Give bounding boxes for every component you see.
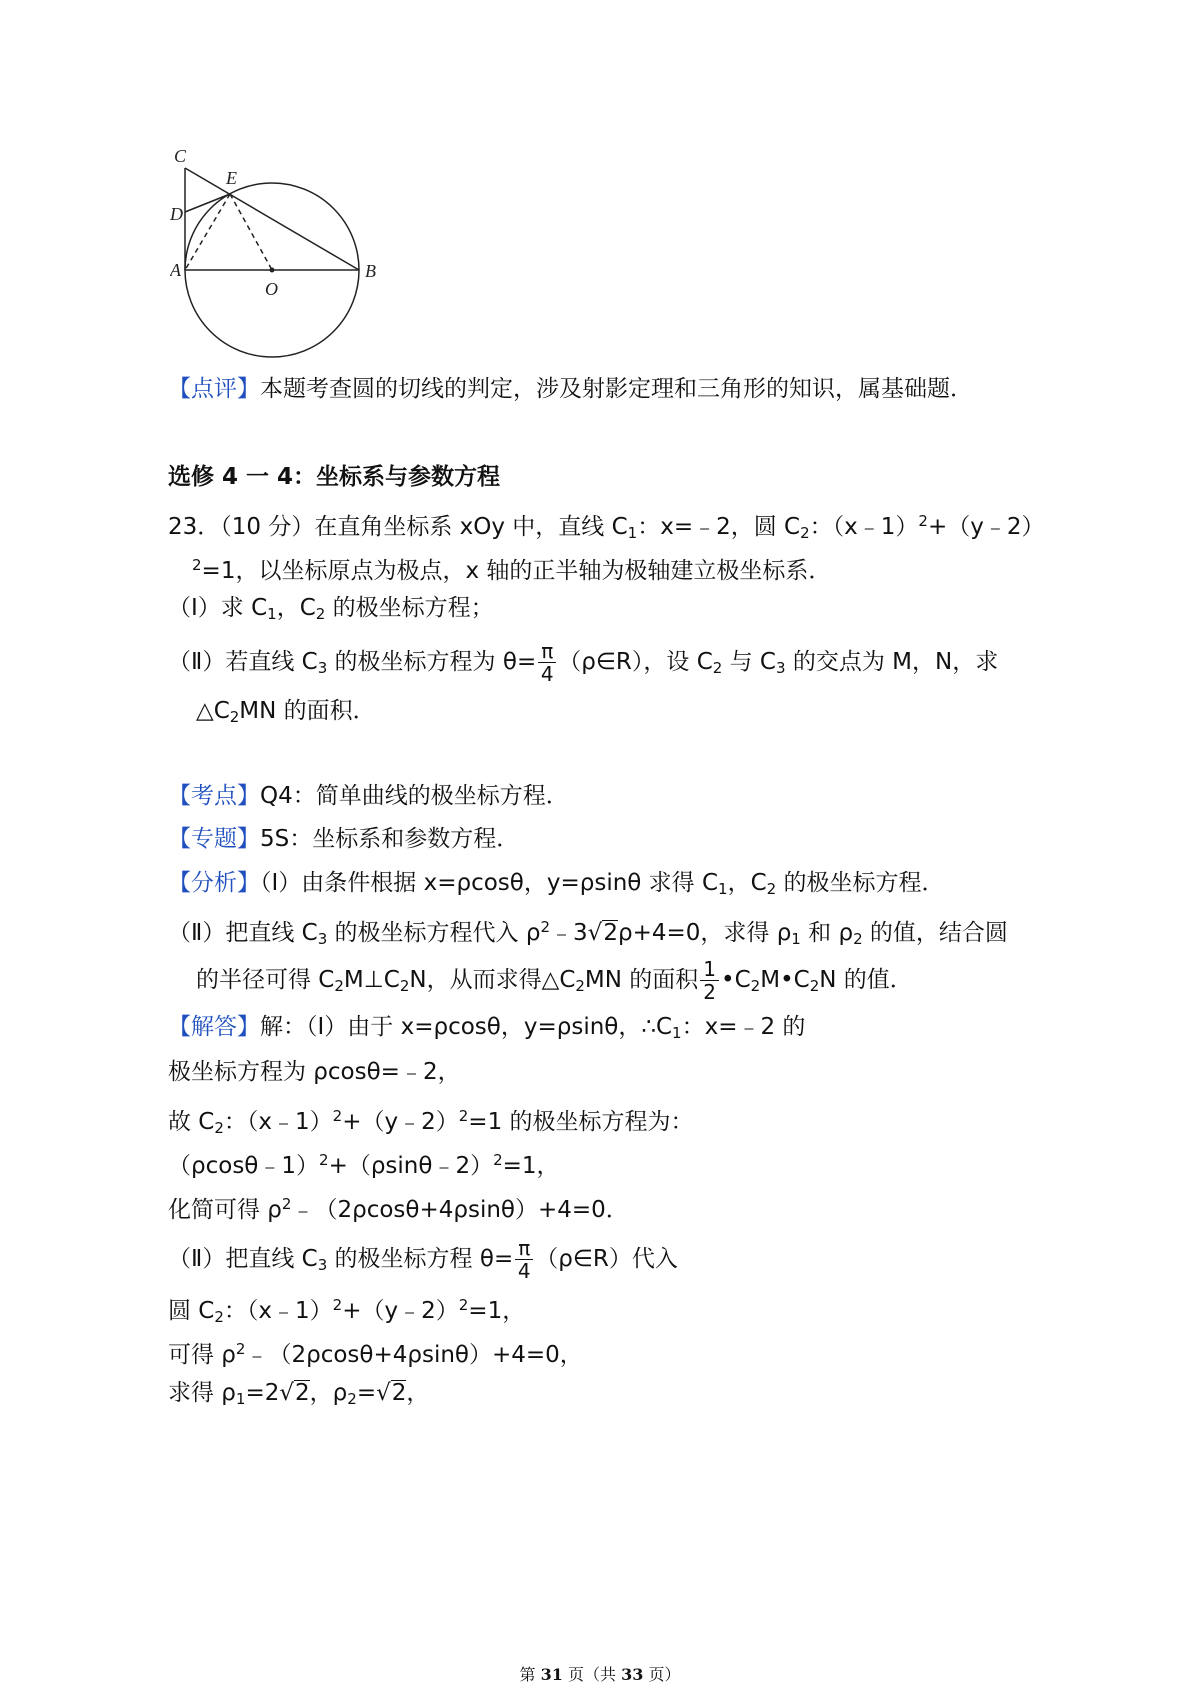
label-d: D xyxy=(170,204,183,224)
fenxi-text: 的极坐标方程代入 ρ xyxy=(327,920,541,946)
jieda-line-2: 极坐标方程为 ρcosθ=﹣2， xyxy=(168,1059,461,1085)
jieda-text: 化简可得 ρ xyxy=(168,1197,282,1223)
page-number: 31 xyxy=(540,1665,563,1684)
jieda-text: 故 C xyxy=(168,1109,215,1135)
fenxi-text: ρ+4=0，求得 ρ xyxy=(617,920,792,946)
fenxi-text: M⊥C xyxy=(343,967,400,993)
jieda-text: =2 xyxy=(245,1380,280,1406)
subscript: 2 xyxy=(800,524,810,542)
fraction-pi-over-4: $\frac{\pi}{4}$ xyxy=(515,1237,533,1282)
problem-line-1 xyxy=(168,506,1044,548)
review-line xyxy=(168,374,973,404)
subscript: 2 xyxy=(229,708,240,726)
jieda-text: ：x=﹣2 的 xyxy=(681,1014,806,1040)
jieda-text: ，ρ xyxy=(309,1380,348,1406)
subscript: 2 xyxy=(334,977,344,995)
problem-text: 的极坐标方程； xyxy=(325,595,494,621)
subscript: 2 xyxy=(809,977,820,995)
zhuanti-line xyxy=(168,824,519,854)
subscript: 2 xyxy=(214,1308,224,1326)
subscript: 1 xyxy=(627,524,638,542)
problem-text: 的极坐标方程为 θ= xyxy=(327,649,537,675)
jieda-line-6 xyxy=(168,1237,678,1282)
fenxi-line-1 xyxy=(168,868,945,904)
jieda-line-9 xyxy=(168,1378,429,1414)
jieda-line-1 xyxy=(168,1012,805,1048)
fenxi-tag: 【分析】 xyxy=(168,870,260,896)
subscript: 2 xyxy=(853,930,863,948)
superscript: 2 xyxy=(918,512,928,530)
review-text: 本题考查圆的切线的判定，涉及射影定理和三角形的知识，属基础题． xyxy=(260,376,973,402)
fenxi-text: N 的值． xyxy=(819,967,913,993)
jieda-text: ， xyxy=(406,1380,430,1406)
problem-text: +（y﹣2） xyxy=(927,514,1045,540)
fenxi-text: •C xyxy=(721,967,751,993)
fenxi-text: 和 ρ xyxy=(800,920,854,946)
kaodian-line xyxy=(168,781,569,811)
subscript: 3 xyxy=(317,659,328,677)
jieda-text: ﹣（2ρcosθ+4ρsinθ）+4=0． xyxy=(291,1197,629,1223)
subscript: 1 xyxy=(267,605,277,623)
jieda-text: 可得 ρ xyxy=(168,1342,236,1368)
superscript: 2 xyxy=(192,556,202,574)
subscript: 2 xyxy=(712,659,723,677)
fenxi-text: （Ⅰ）由条件根据 x=ρcosθ，y=ρsinθ 求得 C xyxy=(260,870,719,896)
superscript: 2 xyxy=(281,1195,292,1213)
segment-ea-dashed xyxy=(185,194,230,270)
fenxi-line-2 xyxy=(168,912,1008,954)
subscript: 3 xyxy=(317,930,328,948)
review-tag: 【点评】 xyxy=(168,376,260,402)
fenxi-text: 的极坐标方程． xyxy=(776,870,945,896)
jieda-line-4 xyxy=(168,1145,560,1181)
sqrt-symbol: √ xyxy=(376,1380,391,1406)
jieda-text: （Ⅱ）把直线 C xyxy=(168,1246,318,1272)
subscript: 2 xyxy=(766,880,777,898)
subscript: 2 xyxy=(214,1119,224,1137)
jieda-text: =1 的极坐标方程为： xyxy=(468,1109,694,1135)
footer-text: 第 xyxy=(519,1665,541,1684)
point-o xyxy=(270,268,275,273)
jieda-text: ：（x﹣1） xyxy=(223,1109,333,1135)
fenxi-text: ，C xyxy=(727,870,767,896)
jieda-text: （ρ∈R）代入 xyxy=(535,1246,678,1272)
jieda-text: +（ρsinθ﹣2） xyxy=(328,1153,494,1179)
superscript: 2 xyxy=(540,918,551,936)
problem-line-2 xyxy=(192,550,831,586)
problem-text: =1，以坐标原点为极点，x 轴的正半轴为极轴建立极坐标系． xyxy=(201,558,832,584)
jieda-text: 求得 ρ xyxy=(168,1380,236,1406)
problem-text: ：（x﹣1） xyxy=(809,514,919,540)
superscript: 2 xyxy=(332,1107,343,1125)
subscript: 1 xyxy=(235,1390,246,1408)
superscript: 2 xyxy=(458,1107,469,1125)
problem-text: ，C xyxy=(276,595,316,621)
subscript: 2 xyxy=(315,605,326,623)
subscript: 2 xyxy=(347,1390,357,1408)
subscript: 1 xyxy=(791,930,801,948)
sqrt-symbol: √ xyxy=(279,1380,295,1406)
page-total: 33 xyxy=(621,1665,644,1684)
subscript: 3 xyxy=(317,1256,328,1274)
fenxi-line-3 xyxy=(196,958,913,1003)
subscript: 2 xyxy=(750,977,761,995)
footer-text: 页（共 xyxy=(562,1665,622,1684)
fenxi-text: M•C xyxy=(760,967,810,993)
problem-text: MN 的面积． xyxy=(239,698,376,724)
problem-text: （Ⅱ）若直线 C xyxy=(168,649,318,675)
fraction-pi-over-4: $\frac{\pi}{4}$ xyxy=(538,640,556,685)
zhuanti-text: 5S：坐标系和参数方程． xyxy=(260,826,520,852)
problem-text: （Ⅰ）求 C xyxy=(168,595,268,621)
label-a: A xyxy=(170,260,181,280)
problem-text: （ρ∈R），设 C xyxy=(558,649,713,675)
fenxi-text: N，从而求得△C xyxy=(409,967,576,993)
fenxi-text: 的值，结合圆 xyxy=(862,920,1008,946)
problem-part-1 xyxy=(168,593,494,629)
superscript: 2 xyxy=(493,1151,503,1169)
sqrt-symbol: √ xyxy=(587,920,603,946)
jieda-text: = xyxy=(356,1380,377,1406)
jieda-text: =1， xyxy=(468,1298,526,1324)
problem-text: △C xyxy=(196,698,230,724)
subscript: 1 xyxy=(718,880,728,898)
subscript: 2 xyxy=(399,977,410,995)
superscript: 2 xyxy=(319,1151,329,1169)
jieda-line-7 xyxy=(168,1290,525,1332)
problem-text: 23．（10 分）在直角坐标系 xOy 中，直线 C xyxy=(168,514,628,540)
kaodian-text: Q4：简单曲线的极坐标方程． xyxy=(260,783,569,809)
fenxi-text: （Ⅱ）把直线 C xyxy=(168,920,318,946)
page-footer xyxy=(0,1662,1200,1685)
jieda-text: ：（x﹣1） xyxy=(223,1298,333,1324)
geometry-figure xyxy=(170,140,400,360)
jieda-text: 解：（Ⅰ）由于 x=ρcosθ，y=ρsinθ，∴C xyxy=(260,1014,673,1040)
fenxi-text: MN 的面积 xyxy=(584,967,699,993)
segment-eo-dashed xyxy=(230,194,272,270)
jieda-tag: 【解答】 xyxy=(168,1014,260,1040)
footer-text: 页） xyxy=(643,1665,681,1684)
jieda-text: +（y﹣2） xyxy=(342,1109,459,1135)
segment-de xyxy=(185,194,230,212)
superscript: 2 xyxy=(332,1296,343,1314)
fenxi-text: 的半径可得 C xyxy=(196,967,335,993)
problem-text: ：x=﹣2，圆 C xyxy=(637,514,801,540)
label-b: B xyxy=(365,261,376,281)
jieda-text: =1， xyxy=(502,1153,560,1179)
jieda-text: （ρcosθ﹣1） xyxy=(168,1153,320,1179)
subscript: 2 xyxy=(575,977,585,995)
problem-part-2-cont xyxy=(196,696,376,732)
jieda-text: ﹣（2ρcosθ+4ρsinθ）+4=0， xyxy=(245,1342,583,1368)
sqrt-value: 2 xyxy=(391,1380,407,1406)
sqrt-value: 2 xyxy=(603,920,618,946)
fraction-one-half: $\frac{1}{2}$ xyxy=(700,958,719,1003)
subscript: 1 xyxy=(672,1024,682,1042)
fenxi-text: ﹣3 xyxy=(550,920,588,946)
zhuanti-tag: 【专题】 xyxy=(168,826,260,852)
label-o: O xyxy=(265,279,278,299)
subscript: 3 xyxy=(776,659,786,677)
jieda-text: 的极坐标方程 θ= xyxy=(327,1246,514,1272)
label-e: E xyxy=(226,168,237,188)
jieda-text: +（y﹣2） xyxy=(342,1298,459,1324)
jieda-line-3 xyxy=(168,1101,694,1143)
jieda-text: 圆 C xyxy=(168,1298,215,1324)
superscript: 2 xyxy=(235,1340,246,1358)
problem-text: 的交点为 M，N，求 xyxy=(785,649,999,675)
section-title: 选修 4 一 4：坐标系与参数方程 xyxy=(168,464,501,490)
jieda-line-8 xyxy=(168,1334,583,1370)
label-c: C xyxy=(174,146,187,166)
jieda-line-5 xyxy=(168,1189,629,1225)
kaodian-tag: 【考点】 xyxy=(168,783,260,809)
problem-text: 与 C xyxy=(722,649,776,675)
problem-part-2 xyxy=(168,640,998,685)
sqrt-value: 2 xyxy=(295,1380,310,1406)
superscript: 2 xyxy=(458,1296,469,1314)
